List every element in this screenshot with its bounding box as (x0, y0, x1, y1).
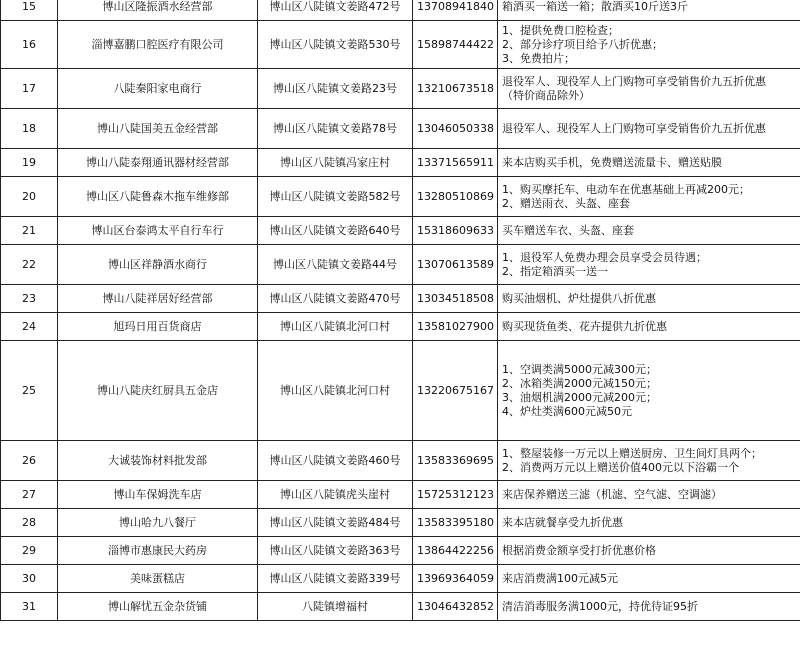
offer-cell (498, 341, 800, 441)
table-row (1, 0, 800, 21)
offer-line: 1、购买摩托车、电动车在优惠基础上再减200元； (502, 182, 750, 196)
table-row (1, 285, 800, 313)
address-cell: 博山区八陡镇文姜路460号 (258, 441, 413, 481)
offer-line: 来本店购买手机，免费赠送流量卡、赠送贴膜 (502, 155, 722, 169)
merchant-name-cell: 博山解忧五金杂货铺 (58, 593, 258, 621)
table-row (1, 21, 800, 69)
table-row (1, 341, 800, 441)
row-number-cell: 30 (1, 565, 58, 593)
phone-cell: 13583395180 (413, 509, 498, 537)
offer-line: 2、部分诊疗项目给予八折优惠； (502, 37, 663, 51)
offer-line: 1、空调类满5000元减300元； (502, 362, 657, 376)
offer-cell (498, 109, 800, 149)
merchant-name-cell: 博山八陡祥居好经营部 (58, 285, 258, 313)
table-row (1, 149, 800, 177)
offer-line: 1、整屋装修一万元以上赠送厨房、卫生间灯具两个； (502, 446, 762, 460)
merchant-name-cell: 博山八陡泰翔通讯器材经营部 (58, 149, 258, 177)
offer-line: 退役军人、现役军人上门购物可享受销售价九五折优惠 (502, 121, 766, 135)
merchant-name-cell: 博山区台泰鸿太平自行车行 (58, 217, 258, 245)
table-row (1, 313, 800, 341)
table-row (1, 109, 800, 149)
offer-cell (498, 21, 800, 69)
offer-line: 根据消费金额享受打折优惠价格 (502, 543, 656, 557)
address-cell: 博山区八陡镇文姜路339号 (258, 565, 413, 593)
phone-cell: 15725312123 (413, 481, 498, 509)
table-row (1, 245, 800, 285)
phone-cell: 13371565911 (413, 149, 498, 177)
merchant-name-cell: 博山区隆振酒水经营部 (58, 0, 258, 21)
address-cell: 博山区八陡镇文姜路363号 (258, 537, 413, 565)
address-cell: 博山区八陡镇文姜路23号 (258, 69, 413, 109)
table-row (1, 177, 800, 217)
row-number-cell: 20 (1, 177, 58, 217)
offer-cell (498, 593, 800, 621)
row-number-cell: 29 (1, 537, 58, 565)
address-cell: 八陡镇增福村 (258, 593, 413, 621)
table-row (1, 509, 800, 537)
offer-line: 3、油烟机满2000元减200元； (502, 390, 657, 404)
merchant-name-cell: 博山八陡庆红厨具五金店 (58, 341, 258, 441)
offer-cell (498, 509, 800, 537)
phone-cell: 13046050338 (413, 109, 498, 149)
offer-line: 2、消费两万元以上赠送价值400元以下浴霸一个 (502, 460, 739, 474)
offer-cell (498, 537, 800, 565)
offer-line: 购买现货鱼类、花卉提供九折优惠 (502, 319, 667, 333)
merchant-name-cell: 淄博市惠康民大药房 (58, 537, 258, 565)
row-number-cell: 27 (1, 481, 58, 509)
merchant-name-cell: 博山区八陡鲁森木拖车维修部 (58, 177, 258, 217)
offer-line: 2、冰箱类满2000元减150元； (502, 376, 657, 390)
table-row (1, 69, 800, 109)
offer-cell (498, 481, 800, 509)
row-number-cell: 16 (1, 21, 58, 69)
address-cell: 博山区八陡镇文姜路470号 (258, 285, 413, 313)
merchant-name-cell: 旭玛日用百货商店 (58, 313, 258, 341)
table-row (1, 593, 800, 621)
address-cell: 博山区八陡镇文姜路640号 (258, 217, 413, 245)
row-number-cell: 22 (1, 245, 58, 285)
address-cell: 博山区八陡镇文姜路472号 (258, 0, 413, 21)
phone-cell: 15318609633 (413, 217, 498, 245)
offer-line: 来店消费满100元减5元 (502, 571, 618, 585)
row-number-cell: 28 (1, 509, 58, 537)
row-number-cell: 25 (1, 341, 58, 441)
phone-cell: 13581027900 (413, 313, 498, 341)
offer-cell (498, 0, 800, 21)
offer-line: 购买油烟机、炉灶提供八折优惠 (502, 291, 656, 305)
offer-line: 清洁消毒服务满1000元，持优待证95折 (502, 599, 698, 613)
offer-cell (498, 313, 800, 341)
phone-cell: 13046432852 (413, 593, 498, 621)
address-cell: 博山区八陡镇虎头崖村 (258, 481, 413, 509)
merchant-name-cell: 大诚装饰材料批发部 (58, 441, 258, 481)
row-number-cell: 15 (1, 0, 58, 21)
offer-line: 1、退役军人免费办理会员享受会员待遇； (502, 250, 707, 264)
row-number-cell: 23 (1, 285, 58, 313)
phone-cell: 13280510869 (413, 177, 498, 217)
row-number-cell: 31 (1, 593, 58, 621)
row-number-cell: 18 (1, 109, 58, 149)
merchant-name-cell: 博山哈九八餐厅 (58, 509, 258, 537)
merchant-name-cell: 博山区祥静酒水商行 (58, 245, 258, 285)
address-cell: 博山区八陡镇北河口村 (258, 341, 413, 441)
table-row (1, 537, 800, 565)
phone-cell: 13210673518 (413, 69, 498, 109)
offer-cell (498, 441, 800, 481)
merchant-name-cell: 八陡秦阳家电商行 (58, 69, 258, 109)
address-cell: 博山区八陡镇文姜路484号 (258, 509, 413, 537)
merchant-name-cell: 博山车保姆洗车店 (58, 481, 258, 509)
phone-cell: 13864422256 (413, 537, 498, 565)
offer-line: 来店保养赠送三滤（机滤、空气滤、空调滤） (502, 487, 722, 501)
offer-line: 来本店就餐享受九折优惠 (502, 515, 623, 529)
merchant-name-cell: 博山八陡国美五金经营部 (58, 109, 258, 149)
row-number-cell: 26 (1, 441, 58, 481)
offer-line: 4、炉灶类满600元减50元 (502, 404, 632, 418)
offer-cell (498, 565, 800, 593)
address-cell: 博山区八陡镇北河口村 (258, 313, 413, 341)
row-number-cell: 17 (1, 69, 58, 109)
offer-cell (498, 245, 800, 285)
merchant-name-cell: 美味蛋糕店 (58, 565, 258, 593)
phone-cell: 13034518508 (413, 285, 498, 313)
offer-line: 2、指定箱酒买一送一 (502, 264, 608, 278)
offer-line: 3、免费拍片； (502, 51, 575, 65)
phone-cell: 13220675167 (413, 341, 498, 441)
phone-cell: 13583369695 (413, 441, 498, 481)
row-number-cell: 21 (1, 217, 58, 245)
offer-line: 箱酒买一箱送一箱；散酒买10斤送3斤 (502, 0, 688, 13)
phone-cell: 13708941840 (413, 0, 498, 21)
offer-line: （特价商品除外） (502, 88, 590, 102)
offer-line: 1、提供免费口腔检查； (502, 23, 619, 37)
table-row (1, 217, 800, 245)
address-cell: 博山区八陡镇文姜路530号 (258, 21, 413, 69)
offer-cell (498, 69, 800, 109)
table-row (1, 441, 800, 481)
address-cell: 博山区八陡镇文姜路78号 (258, 109, 413, 149)
row-number-cell: 19 (1, 149, 58, 177)
table-row (1, 481, 800, 509)
offer-line: 买车赠送车衣、头盔、座套 (502, 223, 634, 237)
table-row (1, 565, 800, 593)
merchant-name-cell: 淄博嘉鹏口腔医疗有限公司 (58, 21, 258, 69)
offer-line: 退役军人、现役军人上门购物可享受销售价九五折优惠 (502, 74, 766, 88)
address-cell: 博山区八陡镇文姜路44号 (258, 245, 413, 285)
address-cell: 博山区八陡镇冯家庄村 (258, 149, 413, 177)
table-body (1, 0, 800, 621)
row-number-cell: 24 (1, 313, 58, 341)
address-cell: 博山区八陡镇文姜路582号 (258, 177, 413, 217)
phone-cell: 13969364059 (413, 565, 498, 593)
offer-line: 2、赠送雨衣、头盔、座套 (502, 196, 630, 210)
offer-cell (498, 217, 800, 245)
phone-cell: 13070613589 (413, 245, 498, 285)
offer-cell (498, 177, 800, 217)
phone-cell: 15898744422 (413, 21, 498, 69)
offer-cell (498, 285, 800, 313)
offer-cell (498, 149, 800, 177)
